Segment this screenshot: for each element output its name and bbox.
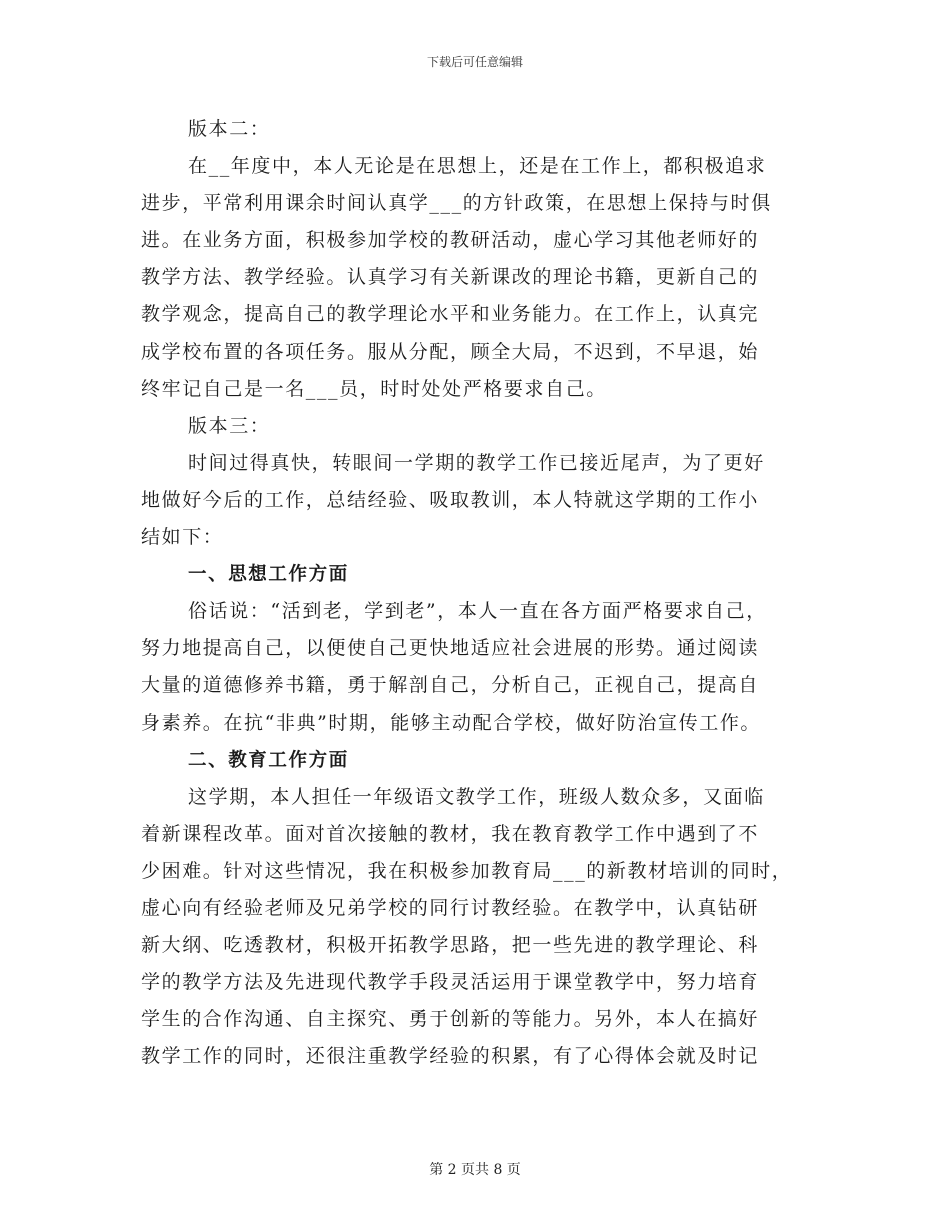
paragraph-line: 学生的合作沟通、自主探究、勇于创新的等能力。另外，本人在搞好	[141, 1008, 760, 1031]
section-label-version-3: 版本三：	[188, 414, 271, 437]
paragraph-line: 教学方法、教学经验。认真学习有关新课改的理论书籍，更新自己的	[141, 266, 760, 289]
paragraph-line: 教学工作的同时，还很注重教学经验的积累，有了心得体会就及时记	[141, 1045, 760, 1068]
section-label-version-2: 版本二：	[188, 118, 271, 140]
paragraph-line: 结如下：	[141, 526, 224, 549]
paragraph-line: 新大纲、吃透教材，积极开拓教学思路，把一些先进的教学理论、科	[141, 934, 760, 957]
section-heading-education-work: 二、教育工作方面	[188, 749, 349, 771]
paragraph-line: 学的教学方法及先进现代教学手段灵活运用于课堂教学中，努力培育	[141, 971, 760, 994]
paragraph-line: 终牢记自己是一名___员，时时处处严格要求自己。	[141, 377, 607, 400]
paragraph-line: 身素养。在抗“非典”时期，能够主动配合学校，做好防治宣传工作。	[141, 711, 762, 734]
document-body	[141, 111, 811, 1075]
paragraph-line: 地做好今后的工作，总结经验、吸取教训，本人特就这学期的工作小	[141, 488, 760, 511]
paragraph-line: 俗话说：“活到老，学到老”，本人一直在各方面严格要求自己，	[188, 600, 767, 623]
paragraph-line: 成学校布置的各项任务。服从分配，顾全大局，不迟到，不早退，始	[141, 340, 760, 363]
paragraph-line: 虚心向有经验老师及兄弟学校的同行讨教经验。在教学中，认真钻研	[141, 896, 760, 919]
paragraph-line: 进步，平常利用课余时间认真学___的方针政策，在思想上保持与时俱	[141, 192, 772, 215]
paragraph-line: 时间过得真快，转眼间一学期的教学工作已接近尾声，为了更好	[188, 451, 765, 474]
paragraph-line: 大量的道德修养书籍，勇于解剖自己，分析自己，正视自己，提高自	[141, 674, 760, 697]
paragraph-line: 少困难。针对这些情况，我在积极参加教育局___的新教材培训的同时，	[141, 859, 793, 882]
page-header: 下载后可任意编辑	[426, 55, 523, 69]
page-footer-page-number: 第 2 页共 8 页	[429, 1162, 521, 1178]
paragraph-line: 进。在业务方面，积极参加学校的教研活动，虚心学习其他老师好的	[141, 229, 760, 252]
paragraph-line: 着新课程改革。面对首次接触的教材，我在教育教学工作中遇到了不	[141, 822, 760, 845]
paragraph-line: 在__年度中，本人无论是在思想上，还是在工作上，都积极追求	[188, 155, 767, 178]
paragraph-line: 教学观念，提高自己的教学理论水平和业务能力。在工作上，认真完	[141, 303, 760, 326]
section-heading-thought-work: 一、思想工作方面	[188, 564, 349, 586]
paragraph-line: 这学期，本人担任一年级语文教学工作，班级人数众多，又面临	[188, 785, 765, 808]
paragraph-line: 努力地提高自己，以便使自己更快地适应社会进展的形势。通过阅读	[141, 637, 760, 660]
